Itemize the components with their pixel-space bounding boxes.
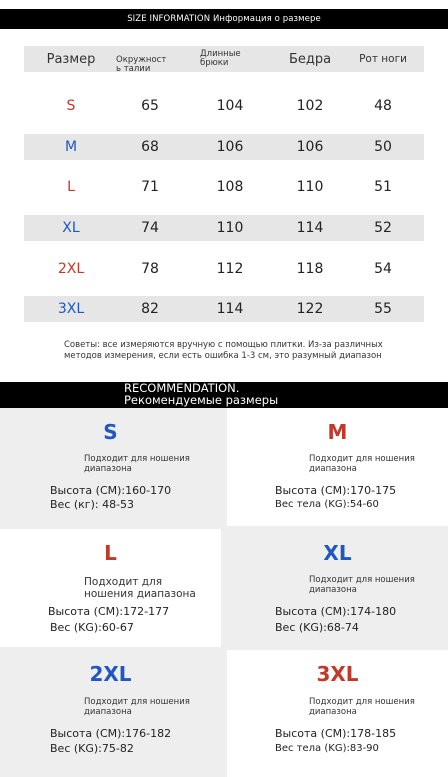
- leg-value: 50: [374, 139, 392, 155]
- card-fit: Подходит для ношения диапазона: [84, 576, 196, 600]
- card-size: XL: [323, 541, 352, 565]
- waist-value: 68: [141, 139, 159, 155]
- card-weight: Вес тела (KG):83-90: [275, 743, 379, 754]
- table-row: [24, 215, 424, 241]
- header-hips: Бедра: [288, 51, 332, 67]
- header-leg-opening: Рот ноги: [359, 53, 407, 65]
- table-row: [24, 134, 424, 160]
- card-weight: Вес (KG):60-67: [50, 621, 134, 634]
- size-label: S: [66, 98, 76, 114]
- table-header-row: [24, 46, 424, 72]
- recommendation-title: RECOMMENDATION.: [124, 381, 240, 395]
- recommendation-cards: [0, 408, 448, 777]
- measurement-note: Советы: все измеряются вручную с помощью плитки. Из-за различных методов измерения, если есть ошибка 1-3 см, это разумный диапазон: [64, 340, 383, 361]
- size-card-2xl: [0, 650, 221, 777]
- size-card-s: [0, 408, 221, 526]
- table-row: [24, 174, 424, 200]
- size-card-m: [227, 408, 448, 526]
- card-height: Высота (CM):178-185: [275, 727, 397, 740]
- hips-value: 106: [296, 139, 324, 155]
- card-height: Высота (CM):172-177: [48, 605, 170, 618]
- hips-value: 118: [296, 261, 324, 277]
- card-weight: Вес (кг): 48-53: [50, 498, 135, 511]
- card-weight: Вес (KG):75-82: [50, 742, 134, 755]
- card-fit: Подходит для ношения диапазона: [84, 697, 190, 717]
- size-card-xl: [227, 529, 448, 647]
- length-value: 112: [216, 261, 244, 277]
- waist-value: 71: [141, 179, 159, 195]
- size-card-3xl: [227, 650, 448, 777]
- size-label: 2XL: [57, 261, 85, 277]
- size-label: M: [64, 139, 78, 155]
- card-height: Высота (CM):176-182: [50, 727, 172, 740]
- card-size: L: [104, 541, 117, 565]
- hips-value: 102: [296, 98, 324, 114]
- card-height: Высота (CM):174-180: [275, 605, 397, 618]
- card-height: Высота (CM):160-170: [50, 484, 172, 497]
- leg-value: 54: [374, 261, 392, 277]
- hips-value: 114: [296, 220, 324, 236]
- header-length: Длинные брюки: [200, 49, 241, 68]
- waist-value: 65: [141, 98, 159, 114]
- table-row: [24, 256, 424, 282]
- card-fit: Подходит для ношения диапазона: [309, 454, 415, 474]
- card-size: M: [327, 420, 348, 444]
- leg-value: 55: [374, 301, 392, 317]
- card-size: 3XL: [316, 662, 359, 686]
- hips-value: 122: [296, 301, 324, 317]
- leg-value: 48: [374, 98, 392, 114]
- length-value: 114: [216, 301, 244, 317]
- card-weight: Вес тела (KG):54-60: [275, 499, 379, 510]
- recommendation-banner: [0, 382, 448, 408]
- card-size: S: [103, 420, 118, 444]
- leg-value: 52: [374, 220, 392, 236]
- length-value: 106: [216, 139, 244, 155]
- card-fit: Подходит для ношения диапазона: [309, 697, 415, 717]
- size-card-l: [0, 529, 221, 647]
- card-fit: Подходит для ношения диапазона: [84, 454, 190, 474]
- size-label: XL: [62, 220, 80, 236]
- waist-value: 78: [141, 261, 159, 277]
- card-height: Высота (CM):170-175: [275, 484, 397, 497]
- length-value: 110: [216, 220, 244, 236]
- length-value: 108: [216, 179, 244, 195]
- table-row: [24, 296, 424, 322]
- waist-value: 74: [141, 220, 159, 236]
- header-waist: Окружност ь талии: [116, 55, 167, 74]
- card-weight: Вес (KG):68-74: [275, 621, 359, 634]
- waist-value: 82: [141, 301, 159, 317]
- table-row: [24, 93, 424, 119]
- card-fit: Подходит для ношения диапазона: [309, 575, 415, 595]
- header-size: Размер: [46, 51, 96, 67]
- length-value: 104: [216, 98, 244, 114]
- leg-value: 51: [374, 179, 392, 195]
- size-label: 3XL: [57, 301, 85, 317]
- size-label: L: [67, 179, 75, 195]
- hips-value: 110: [296, 179, 324, 195]
- recommendation-subtitle: Рекомендуемые размеры: [124, 393, 279, 407]
- size-information-banner: SIZE INFORMATION Информация о размере: [0, 9, 448, 29]
- card-size: 2XL: [89, 662, 132, 686]
